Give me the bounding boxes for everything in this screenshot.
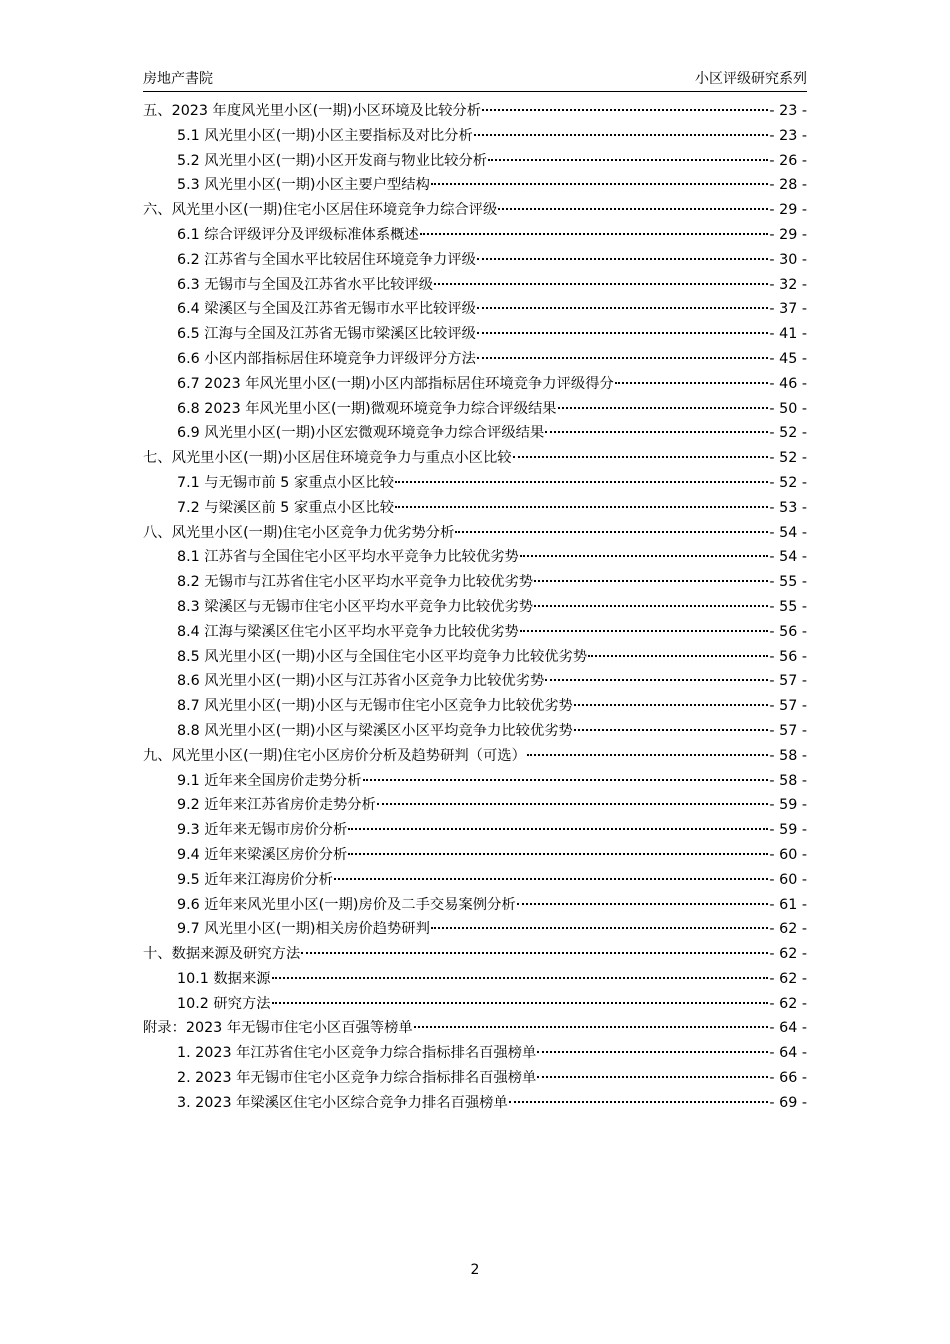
toc-leader-dots (537, 1076, 768, 1078)
toc-leader-dots (477, 357, 768, 359)
toc-leader-dots (434, 283, 768, 285)
toc-leader-dots (363, 779, 769, 781)
toc-entry-page: - 32 - (769, 276, 807, 293)
toc-chapter-entry[interactable] (143, 198, 807, 223)
toc-entry-page: - 62 - (769, 946, 807, 963)
toc-section-entry[interactable] (143, 471, 807, 496)
toc-leader-dots (477, 258, 768, 260)
toc-section-entry[interactable] (143, 1091, 807, 1116)
toc-entry-page: - 55 - (769, 598, 807, 615)
toc-entry-page: - 61 - (769, 896, 807, 913)
toc-entry-title: 6.8 2023 年风光里小区(一期)微观环境竞争力综合评级结果 (177, 400, 557, 417)
toc-section-entry[interactable] (143, 173, 807, 198)
toc-entry-page: - 23 - (769, 103, 807, 119)
toc-section-entry[interactable] (143, 818, 807, 843)
toc-entry-page: - 29 - (769, 202, 807, 219)
toc-entry-title: 6.5 江海与全国及江苏省无锡市梁溪区比较评级 (177, 326, 476, 343)
toc-entry-title: 6.7 2023 年风光里小区(一期)小区内部指标居住环境竞争力评级得分 (177, 375, 614, 392)
toc-leader-dots (588, 655, 768, 657)
toc-entry-title: 9.5 近年来江海房价分析 (177, 871, 333, 888)
toc-entry-title: 九、风光里小区(一期)住宅小区房价分析及趋势研判（可选） (143, 747, 526, 764)
toc-entry-page: - 59 - (769, 797, 807, 814)
toc-entry-page: - 58 - (769, 747, 807, 764)
toc-section-entry[interactable] (143, 793, 807, 818)
toc-entry-title: 8.3 梁溪区与无锡市住宅小区平均水平竞争力比较优劣势 (177, 598, 534, 615)
toc-entry-page: - 64 - (769, 1045, 807, 1062)
toc-leader-dots (615, 382, 769, 384)
toc-section-entry[interactable] (143, 124, 807, 149)
toc-leader-dots (477, 332, 768, 334)
toc-section-entry[interactable] (143, 347, 807, 372)
toc-entry-title: 10.2 研究方法 (177, 995, 271, 1012)
toc-section-entry[interactable] (143, 273, 807, 298)
toc-section-entry[interactable] (143, 421, 807, 446)
toc-leader-dots (574, 729, 769, 731)
toc-chapter-entry[interactable] (143, 99, 807, 124)
toc-entry-title: 9.1 近年来全国房价走势分析 (177, 772, 362, 789)
toc-entry-page: - 64 - (769, 1020, 807, 1037)
header-left-title: 房地产書院 (143, 71, 213, 87)
toc-leader-dots (545, 431, 768, 433)
toc-leader-dots (498, 208, 768, 210)
toc-entry-page: - 66 - (769, 1070, 807, 1087)
toc-leader-dots (431, 183, 769, 185)
toc-section-entry[interactable] (143, 843, 807, 868)
toc-leader-dots (477, 307, 768, 309)
toc-entry-page: - 54 - (769, 524, 807, 541)
toc-chapter-entry[interactable] (143, 521, 807, 546)
toc-entry-title: 9.4 近年来梁溪区房价分析 (177, 846, 348, 863)
toc-section-entry[interactable] (143, 570, 807, 595)
toc-entry-title: 9.2 近年来江苏省房价走势分析 (177, 797, 376, 814)
toc-leader-dots (520, 630, 769, 632)
toc-leader-dots (272, 977, 769, 979)
toc-leader-dots (545, 679, 768, 681)
toc-leader-dots (537, 1051, 768, 1053)
toc-section-entry[interactable] (143, 322, 807, 347)
toc-leader-dots (420, 233, 769, 235)
toc-entry-page: - 57 - (769, 673, 807, 690)
toc-entry-title: 5.2 风光里小区(一期)小区开发商与物业比较分析 (177, 152, 488, 169)
toc-section-entry[interactable] (143, 595, 807, 620)
toc-entry-page: - 55 - (769, 574, 807, 591)
toc-section-entry[interactable] (143, 1041, 807, 1066)
toc-chapter-entry[interactable] (143, 1016, 807, 1041)
toc-entry-page: - 53 - (769, 499, 807, 516)
toc-entry-page: - 28 - (769, 177, 807, 194)
toc-section-entry[interactable] (143, 917, 807, 942)
toc-entry-page: - 29 - (769, 226, 807, 243)
toc-entry-title: 6.6 小区内部指标居住环境竞争力评级评分方法 (177, 350, 476, 367)
toc-entry-title: 9.3 近年来无锡市房价分析 (177, 822, 348, 839)
toc-entry-title: 8.7 风光里小区(一期)小区与无锡市住宅小区竞争力比较优劣势 (177, 698, 573, 715)
toc-leader-dots (272, 1002, 769, 1004)
toc-entry-page: - 37 - (769, 301, 807, 318)
toc-entry-page: - 56 - (769, 623, 807, 640)
toc-entry-title: 8.1 江苏省与全国住宅小区平均水平竞争力比较优劣势 (177, 549, 519, 566)
toc-entry-title: 6.1 综合评级评分及评级标准体系概述 (177, 226, 419, 243)
toc-entry-title: 5.1 风光里小区(一期)小区主要指标及对比分析 (177, 127, 473, 144)
toc-entry-page: - 45 - (769, 350, 807, 367)
toc-entry-title: 2. 2023 年无锡市住宅小区竞争力综合指标排名百强榜单 (177, 1070, 537, 1087)
toc-entry-title: 10.1 数据来源 (177, 970, 271, 987)
toc-leader-dots (334, 878, 768, 880)
toc-entry-page: - 69 - (769, 1094, 807, 1111)
toc-entry-title: 七、风光里小区(一期)小区居住环境竞争力与重点小区比较 (143, 450, 512, 467)
toc-entry-page: - 54 - (769, 549, 807, 566)
toc-entry-title: 5.3 风光里小区(一期)小区主要户型结构 (177, 177, 430, 194)
toc-entry-title: 8.4 江海与梁溪区住宅小区平均水平竞争力比较优劣势 (177, 623, 519, 640)
toc-entry-title: 3. 2023 年梁溪区住宅小区综合竞争力排名百强榜单 (177, 1094, 508, 1111)
toc-entry-title: 8.5 风光里小区(一期)小区与全国住宅小区平均竞争力比较优劣势 (177, 648, 588, 665)
toc-leader-dots (558, 407, 769, 409)
toc-leader-dots (395, 506, 768, 508)
toc-leader-dots (348, 828, 768, 830)
toc-section-entry[interactable] (143, 1066, 807, 1091)
toc-entry-page: - 41 - (769, 326, 807, 343)
toc-leader-dots (527, 754, 769, 756)
toc-entry-page: - 52 - (769, 425, 807, 442)
toc-section-entry[interactable] (143, 149, 807, 174)
toc-entry-title: 1. 2023 年江苏省住宅小区竞争力综合指标排名百强榜单 (177, 1045, 537, 1062)
toc-entry-title: 附录：2023 年无锡市住宅小区百强等榜单 (143, 1020, 413, 1037)
toc-entry-page: - 52 - (769, 474, 807, 491)
toc-entry-title: 6.4 梁溪区与全国及江苏省无锡市水平比较评级 (177, 301, 476, 318)
toc-entry-page: - 56 - (769, 648, 807, 665)
toc-entry-page: - 60 - (769, 871, 807, 888)
toc-entry-title: 十、数据来源及研究方法 (143, 946, 301, 963)
toc-leader-dots (348, 853, 768, 855)
toc-entry-page: - 50 - (769, 400, 807, 417)
toc-section-entry[interactable] (143, 719, 807, 744)
toc-entry-title: 8.2 无锡市与江苏省住宅小区平均水平竞争力比较优劣势 (177, 574, 534, 591)
toc-entry-page: - 57 - (769, 722, 807, 739)
table-of-contents (143, 99, 807, 1116)
toc-section-entry[interactable] (143, 893, 807, 918)
toc-section-entry[interactable] (143, 992, 807, 1017)
page-header (143, 66, 807, 92)
toc-section-entry[interactable] (143, 545, 807, 570)
toc-section-entry[interactable] (143, 645, 807, 670)
toc-leader-dots (395, 481, 768, 483)
toc-entry-page: - 58 - (769, 772, 807, 789)
toc-section-entry[interactable] (143, 496, 807, 521)
toc-chapter-entry[interactable] (143, 744, 807, 769)
toc-section-entry[interactable] (143, 372, 807, 397)
toc-leader-dots (574, 704, 769, 706)
toc-entry-page: - 30 - (769, 251, 807, 268)
toc-leader-dots (474, 134, 769, 136)
toc-chapter-entry[interactable] (143, 446, 807, 471)
toc-entry-page: - 62 - (769, 921, 807, 938)
page-number: 2 (470, 1262, 480, 1278)
toc-section-entry[interactable] (143, 769, 807, 794)
toc-section-entry[interactable] (143, 297, 807, 322)
toc-entry-page: - 26 - (769, 152, 807, 169)
toc-entry-page: - 60 - (769, 846, 807, 863)
toc-leader-dots (377, 803, 769, 805)
toc-entry-page: - 46 - (769, 375, 807, 392)
toc-entry-page: - 62 - (769, 995, 807, 1012)
toc-leader-dots (517, 903, 769, 905)
toc-entry-title: 8.6 风光里小区(一期)小区与江苏省小区竞争力比较优劣势 (177, 673, 545, 690)
toc-section-entry[interactable] (143, 967, 807, 992)
toc-leader-dots (414, 1026, 769, 1028)
toc-entry-title: 9.6 近年来风光里小区(一期)房价及二手交易案例分析 (177, 896, 516, 913)
toc-section-entry[interactable] (143, 248, 807, 273)
toc-entry-page: - 59 - (769, 822, 807, 839)
toc-entry-title: 五、2023 年度风光里小区(一期)小区环境及比较分析 (143, 103, 482, 119)
toc-entry-title: 7.2 与梁溪区前 5 家重点小区比较 (177, 499, 395, 516)
toc-section-entry[interactable] (143, 694, 807, 719)
toc-entry-title: 6.9 风光里小区(一期)小区宏微观环境竞争力综合评级结果 (177, 425, 545, 442)
toc-entry-title: 9.7 风光里小区(一期)相关房价趋势研判 (177, 921, 430, 938)
toc-leader-dots (488, 159, 768, 161)
toc-entry-title: 6.3 无锡市与全国及江苏省水平比较评级 (177, 276, 434, 293)
toc-leader-dots (520, 555, 769, 557)
toc-entry-title: 6.2 江苏省与全国水平比较居住环境竞争力评级 (177, 251, 476, 268)
header-right-title: 小区评级研究系列 (695, 71, 807, 87)
toc-entry-page: - 62 - (769, 970, 807, 987)
toc-entry-page: - 52 - (769, 450, 807, 467)
toc-leader-dots (534, 605, 768, 607)
toc-leader-dots (513, 456, 769, 458)
toc-leader-dots (301, 952, 768, 954)
toc-entry-page: - 57 - (769, 698, 807, 715)
toc-section-entry[interactable] (143, 223, 807, 248)
toc-entry-page: - 23 - (769, 127, 807, 144)
toc-section-entry[interactable] (143, 868, 807, 893)
toc-section-entry[interactable] (143, 620, 807, 645)
toc-entry-title: 8.8 风光里小区(一期)小区与梁溪区小区平均竞争力比较优劣势 (177, 722, 573, 739)
toc-leader-dots (455, 531, 768, 533)
toc-chapter-entry[interactable] (143, 942, 807, 967)
toc-section-entry[interactable] (143, 669, 807, 694)
toc-entry-title: 八、风光里小区(一期)住宅小区竞争力优劣势分析 (143, 524, 455, 541)
toc-leader-dots (482, 109, 768, 111)
toc-entry-title: 六、风光里小区(一期)住宅小区居住环境竞争力综合评级 (143, 202, 498, 219)
toc-leader-dots (431, 927, 769, 929)
toc-leader-dots (534, 580, 768, 582)
toc-leader-dots (509, 1101, 769, 1103)
toc-section-entry[interactable] (143, 397, 807, 422)
toc-entry-title: 7.1 与无锡市前 5 家重点小区比较 (177, 474, 395, 491)
